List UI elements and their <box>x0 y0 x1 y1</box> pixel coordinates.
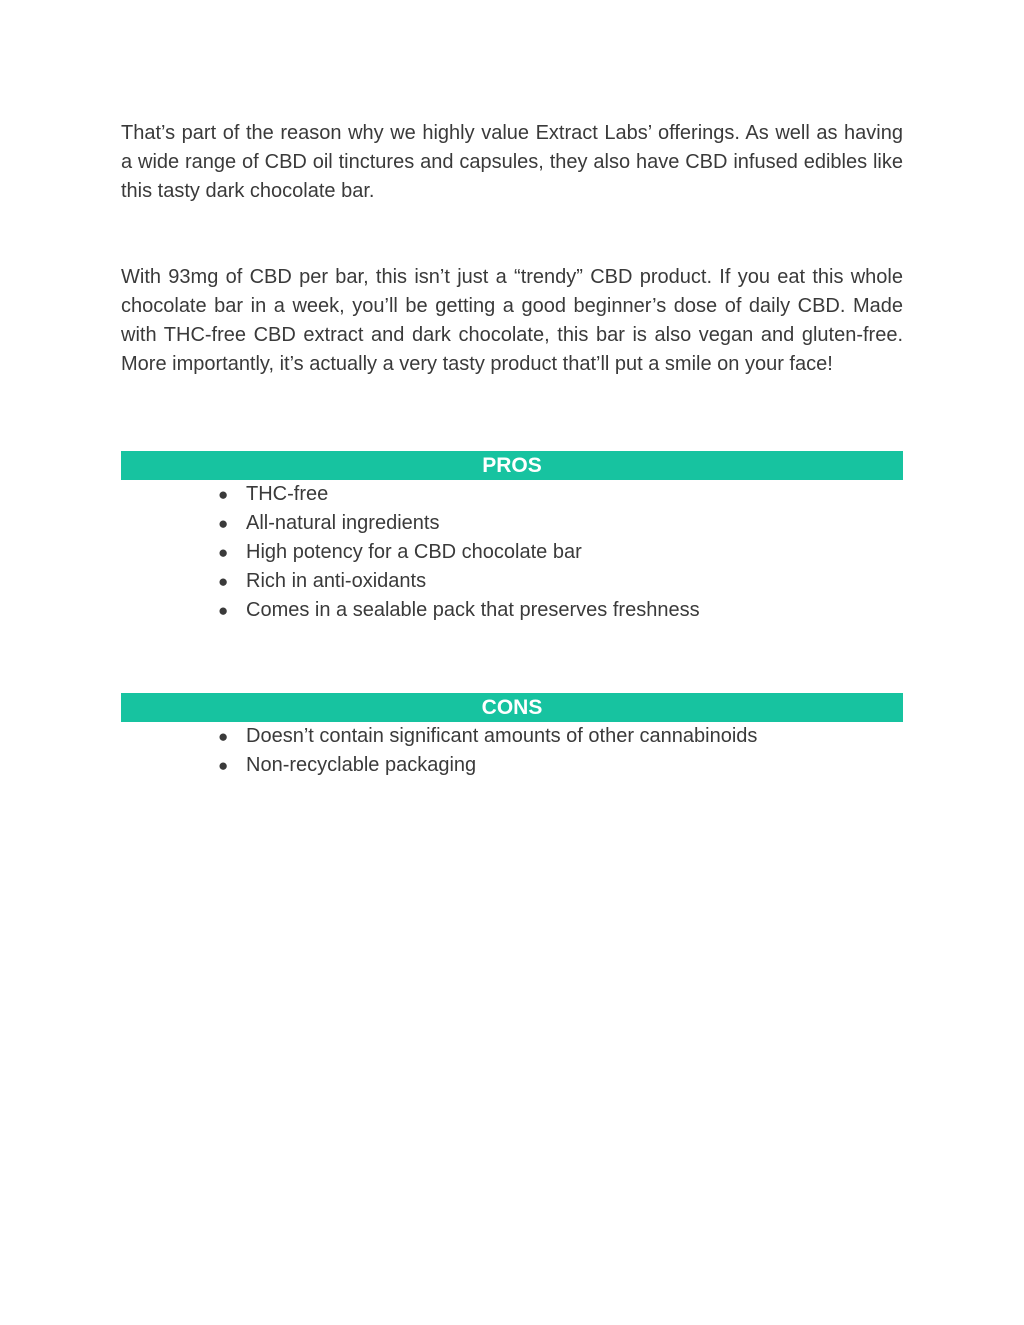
list-item-text: THC-free <box>246 483 329 505</box>
pros-heading: PROS <box>121 451 903 480</box>
pros-list <box>218 480 903 625</box>
cons-list <box>218 722 903 780</box>
document-page <box>121 119 903 780</box>
list-item-text: Non-recyclable packaging <box>246 754 477 776</box>
bullet-icon: ● <box>218 756 229 775</box>
list-item-text: Comes in a sealable pack that preserves freshness <box>246 599 700 621</box>
list-item <box>218 567 903 596</box>
list-item-text: Rich in anti-oxidants <box>246 570 427 592</box>
bullet-icon: ● <box>218 601 229 620</box>
list-item-text: Doesn’t contain significant amounts of other cannabinoids <box>246 725 758 747</box>
bullet-icon: ● <box>218 485 229 504</box>
list-item-text: All-natural ingredients <box>246 512 440 534</box>
list-item <box>218 480 903 509</box>
list-item <box>218 722 903 751</box>
bullet-icon: ● <box>218 543 229 562</box>
list-item <box>218 509 903 538</box>
product-paragraph: With 93mg of CBD per bar, this isn’t just a “trendy” CBD product. If you eat this whole chocolate bar in a week, you’ll be getting a good beginner’s dose of daily CBD. Made with THC-free CBD extract and dark chocolate, this bar is also vegan and gluten-free. More importantly, it’s actually a very tasty product that’ll put a smile on your face! <box>121 266 903 375</box>
list-item-text: High potency for a CBD chocolate bar <box>246 541 582 563</box>
bullet-icon: ● <box>218 572 229 591</box>
bullet-icon: ● <box>218 514 229 533</box>
list-item <box>218 596 903 625</box>
bullet-icon: ● <box>218 727 229 746</box>
list-item <box>218 538 903 567</box>
intro-paragraph: That’s part of the reason why we highly value Extract Labs’ offerings. As well as having a wide range of CBD oil tinctures and capsules, they also have CBD infused edibles like this tasty dark chocolate bar. <box>121 122 903 202</box>
cons-heading: CONS <box>121 693 903 722</box>
list-item <box>218 751 903 780</box>
